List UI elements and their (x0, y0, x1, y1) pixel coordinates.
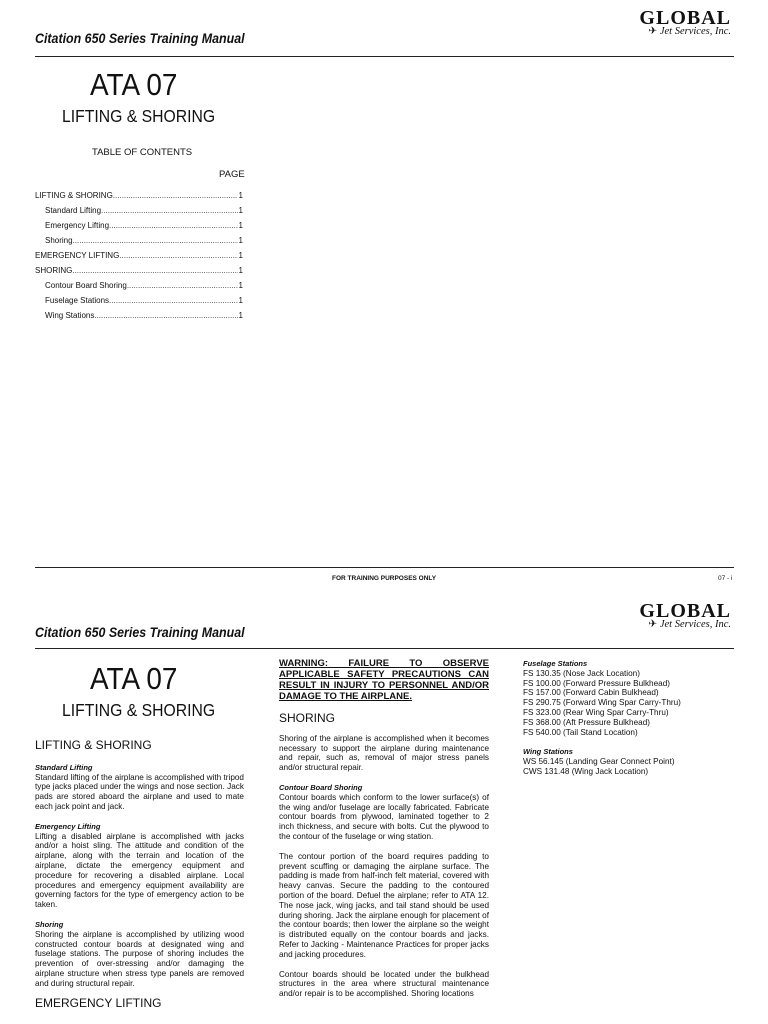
toc-entry-page: 1 (238, 281, 243, 290)
toc-entry-label: Standard Lifting (45, 206, 102, 215)
page-column-label: PAGE (219, 169, 245, 180)
subsection-heading: Shoring (35, 919, 64, 929)
toc-entry (45, 281, 243, 290)
toc-entry-label: SHORING (35, 266, 73, 275)
fuselage-station-item: FS 368.00 (Aft Pressure Bulkhead) (523, 717, 650, 727)
logo-sub-text: ✈ Jet Services, Inc. (648, 619, 731, 630)
ata-number: ATA 07 (90, 661, 178, 696)
column-1 (35, 738, 244, 1010)
wing-stations-list (523, 757, 734, 777)
global-jet-logo (639, 7, 731, 37)
global-jet-logo (639, 600, 731, 630)
toc-entry-label: EMERGENCY LIFTING (35, 251, 120, 260)
paragraph: Lifting a disabled airplane is accomplished with jacks and/or a hoist sling. The attitude and condition of the airplane, along with the terrain and location of the airplane, dictate the emergency equipment and procedure for recovering a disabled airplane. Local procedures and emergency equipment availability are governing factors for the type of emergency action to be taken. (35, 831, 244, 910)
airplane-icon: ✈ (648, 619, 658, 630)
toc-entry (45, 311, 243, 320)
fuselage-station-item: FS 540.00 (Tail Stand Location) (523, 727, 638, 737)
toc-entry (45, 236, 243, 245)
toc-entry-label: Contour Board Shoring (45, 281, 127, 290)
toc-entry (45, 221, 243, 230)
header-rule (35, 56, 734, 57)
paragraph: Standard lifting of the airplane is accomplished with tripod type jacks placed under the wings and nose section. Jack pads are stored aboard the airplane and used to mate each jack point and jack. (35, 772, 244, 811)
wing-station-item: WS 56.145 (Landing Gear Connect Point) (523, 757, 675, 767)
chapter-title: LIFTING & SHORING (62, 700, 216, 720)
toc-entry (35, 266, 243, 275)
wing-station-item: CWS 131.48 (Wing Jack Location) (523, 766, 649, 776)
toc-entry-page: 1 (238, 251, 243, 260)
fuselage-station-item: FS 100.00 (Forward Pressure Bulkhead) (523, 678, 670, 688)
toc-entry-label: LIFTING & SHORING (35, 191, 113, 200)
section-heading: EMERGENCY LIFTING (35, 995, 162, 1010)
subsection-heading: Fuselage Stations (523, 659, 588, 668)
fuselage-station-item: FS 290.75 (Forward Wing Spar Carry-Thru) (523, 698, 681, 708)
paragraph: Shoring of the airplane is accomplished when it becomes necessary to support the airplane during maintenance and repair, such as, removal of major stress panels and/or structural repair. (279, 733, 489, 773)
toc-heading: TABLE OF CONTENTS (92, 147, 193, 158)
paragraph: Shoring the airplane is accomplished by utilizing wood constructed contour boards at designated wing and fuselage stations. The purpose of shoring includes the prevention of over-stressing and/or damaging the airplane structure when stress type panels are removed and during structural repair. (35, 929, 244, 988)
manual-title: Citation 650 Series Training Manual (35, 31, 245, 46)
logo-main-text: GLOBAL (639, 600, 731, 622)
section-heading: SHORING (279, 711, 336, 725)
subsection-heading: Contour Board Shoring (279, 782, 363, 792)
subsection-heading: Standard Lifting (35, 762, 93, 772)
paragraph: Contour boards should be located under the bulkhead structures in the area where structural maintenance and/or repair is to be accomplished. Shoring locations (279, 969, 489, 999)
footer-rule (35, 567, 734, 568)
toc-entry (35, 191, 243, 200)
toc-entry-page: 1 (238, 191, 243, 200)
logo-sub-text: ✈ Jet Services, Inc. (648, 26, 731, 37)
toc-entry (45, 206, 243, 215)
toc-entry-label: Fuselage Stations (45, 296, 110, 305)
subsection-heading: Wing Stations (523, 747, 573, 757)
section-heading: LIFTING & SHORING (35, 738, 152, 752)
toc-entry-label: Emergency Lifting (45, 221, 110, 230)
paragraph: Contour boards which conform to the lower surface(s) of the wing and/or fuselage are locally fabricated. Fabricate contour boards from plywood, laminated together to 2 inch thickness, and secure with bolts. Cut the plywood to the contour of the fuselage or wing station. (279, 792, 489, 841)
manual-title: Citation 650 Series Training Manual (35, 625, 245, 640)
header-rule (35, 648, 734, 649)
toc-entry-page: 1 (238, 236, 243, 245)
toc-entry-page: 1 (238, 206, 243, 215)
toc-entry-page: 1 (238, 221, 243, 230)
toc-entry (45, 296, 243, 305)
fuselage-stations-list (523, 669, 734, 738)
fuselage-station-item: FS 323.00 (Rear Wing Spar Carry-Thru) (523, 707, 669, 717)
fuselage-station-item: FS 130.35 (Nose Jack Location) (523, 668, 640, 678)
toc-entry-page: 1 (238, 266, 243, 275)
warning-notice: WARNING: FAILURE TO OBSERVE APPLICABLE SAFETY PRECAUTIONS CAN RESULT IN INJURY TO PERSONNEL AND/OR DAMAGE TO THE AIRPLANE. (279, 658, 489, 702)
column-3 (523, 659, 734, 777)
paragraph: The contour portion of the board requires padding to prevent scuffing or damaging the airplane surface. The padding is made from half-inch felt material, covered with heavy canvas. Secure the padding to the contoured portion of the board. Defuel the airplane; refer to ATA 12. The nose jack, wing jacks, and tail stand should be used during shoring. Jack the airplane enough for placement of the contour boards; then lower the airplane so the weight is distributed equally on the contour boards and jacks. Refer to Jacking - Maintenance Practices for proper jacks and jacking procedures. (279, 851, 489, 959)
toc-entry-label: Shoring (45, 236, 73, 245)
airplane-icon: ✈ (648, 26, 658, 37)
logo-main-text: GLOBAL (639, 7, 731, 29)
column-2 (279, 658, 489, 1009)
chapter-title: LIFTING & SHORING (62, 106, 216, 126)
toc-entry-label: Wing Stations (45, 311, 95, 320)
footer-notice: FOR TRAINING PURPOSES ONLY (332, 575, 437, 582)
toc-entry-page: 1 (238, 311, 243, 320)
fuselage-station-item: FS 157.00 (Forward Cabin Bulkhead) (523, 688, 659, 698)
toc-entry (35, 251, 243, 260)
subsection-heading: Emergency Lifting (35, 821, 101, 831)
toc-entry-page: 1 (238, 296, 243, 305)
ata-number: ATA 07 (90, 67, 178, 102)
page-number: 07 - i (718, 575, 733, 582)
